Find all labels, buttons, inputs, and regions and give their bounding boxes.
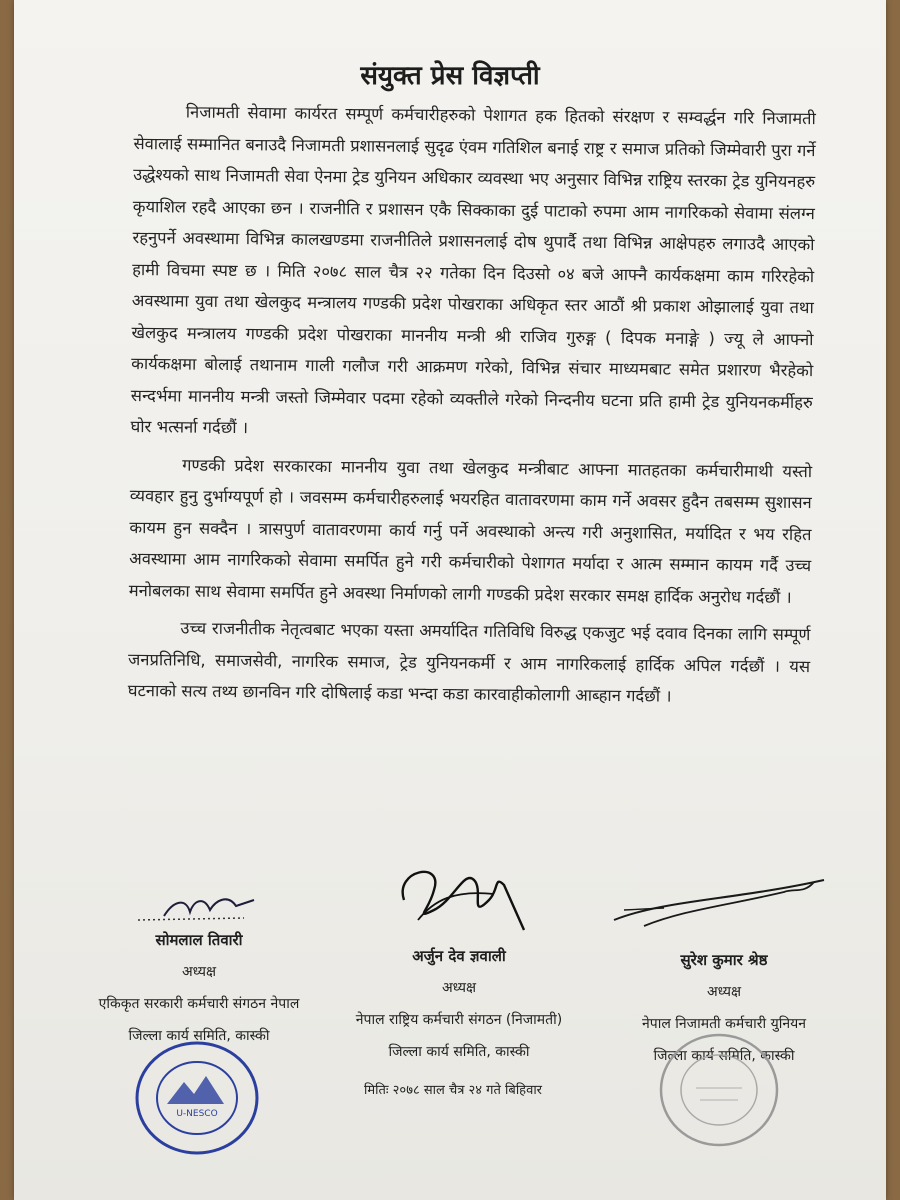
signature-3 bbox=[604, 870, 834, 940]
stamp-inner-text: U-NESCO bbox=[176, 1109, 218, 1119]
signature-1 bbox=[124, 888, 284, 928]
paragraph-1: निजामती सेवामा कार्यरत सम्पूर्ण कर्मचारीहरुको पेशागत हक हितको संरक्षण र सम्वर्द्धन गरि निजामती सेवालाई सम्मानित बनाउदै निजामती प्रशासनलाई सुदृढ एंवम गतिशिल बनाई राष्ट्र र समाज प्रतिको जिम्मेवारी पुरा गर्ने उद्धेश्यको साथ निजामती सेवा ऐनमा ट्रेड युनियन अधिकार व्यवस्था भए अनुसार विभिन्न राष्ट्रिय स्तरका ट्रेड युनियनहरु कृयाशिल रहदै आएका छन । राजनीति र प्रशासन एकै सिक्काका दुई पाटाको रुपमा आम नागरिकको सेवामा संलग्न रहनुपर्ने अवस्थामा विभिन्न कालखण्डमा राजनीतिले प्रशासनलाई दोष थुपार्दै तथा विभिन्न आक्षेपहरु लगाउदै आएको हामी विचमा स्पष्ट छ । मिति २०७८ साल चैत्र २२ गतेका दिन दिउसो ०४ बजे आफ्नै कार्यकक्षमा काम गरिरहेको अवस्थामा युवा तथा खेलकुद मन्त्रालय गण्डकी प्रदेश पोखराका अधिकृत स्तर आठौं श्री प्रकाश ओझालाई युवा तथा खेलकुद मन्त्रालय गण्डकी प्रदेश पोखराका माननीय मन्त्री श्री राजिव गुरुङ्ग ( दिपक मनाङ्गे ) ज्यू ले आफ्नो कार्यकक्षमा बोलाई तथानाम गाली गलौज गरी आक्रमण गरेको, विभिन्न संचार माध्यमबाट समेत प्रशारण भैरहेको सन्दर्भमा माननीय मन्त्री जस्तो जिम्मेवार पदमा रहेको व्यक्तीले गरेको निन्दनीय घटना प्रति हामी ट्रेड युनियनकर्मीहरु घोर भत्सर्ना गर्दछौं । bbox=[130, 102, 816, 438]
signatory-block-2 bbox=[314, 940, 604, 1068]
signatory-office: जिल्ला कार्य समिति, कास्की bbox=[128, 1028, 270, 1044]
press-release-body bbox=[128, 96, 816, 720]
document-paper bbox=[14, 0, 886, 1200]
document-title: संयुक्त प्रेस विज्ञप्ती bbox=[360, 61, 540, 91]
signatory-position: अध्यक्ष bbox=[706, 984, 742, 1000]
signatory-organization: नेपाल राष्ट्रिय कर्मचारी संगठन (निजामती) bbox=[355, 1012, 563, 1028]
document-date: मितिः २०७८ साल चैत्र २४ गते बिहिवार bbox=[364, 1083, 542, 1098]
paragraph-3: उच्च राजनीतीक नेतृत्वबाट भएका यस्ता अमर्यादित गतिविधि विरुद्ध एकजुट भई दवाव दिनका लागि सम्पूर्ण जनप्रतिनिधि, समाजसेवी, नागरिक समाज, ट्रेड युनियनकर्मी र आम नागरिकलाई हार्दिक अपिल गर्दछौं । यस घटनाको सत्य तथ्य छानविन गरि दोषिलाई कडा भन्दा कडा कारवाहीकोलागी आब्हान गर्दछौं । bbox=[127, 618, 811, 706]
organization-stamp-1 bbox=[132, 1038, 262, 1158]
organization-stamp-2 bbox=[654, 1030, 784, 1150]
signatory-name: अर्जुन देव ज्ञवाली bbox=[412, 947, 506, 965]
signatory-position: अध्यक्ष bbox=[441, 980, 477, 996]
signatory-name: सुरेश कुमार श्रेष्ठ bbox=[680, 951, 768, 969]
signatory-organization: एकिकृत सरकारी कर्मचारी संगठन नेपाल bbox=[98, 996, 300, 1012]
signatory-organization: नेपाल निजामती कर्मचारी युनियन bbox=[642, 1016, 806, 1032]
signatory-office: जिल्ला कार्य समिति, कास्की bbox=[653, 1048, 795, 1064]
signatory-office: जिल्ला कार्य समिति, कास्की bbox=[388, 1044, 530, 1060]
paragraph-2: गण्डकी प्रदेश सरकारका माननीय युवा तथा खेलकुद मन्त्रीबाट आफ्ना मातहतका कर्मचारीमाथी यस्तो व्यवहार हुनु दुर्भाग्यपूर्ण हो । जवसम्म कर्मचारीहरुलाई भयरहित वातावरणमा काम गर्ने अवसर हुदैन तबसम्म सुशासन कायम हुन सक्दैन । त्रासपुर्ण वातावरणमा कार्य गर्नु पर्ने अवस्थाको अन्त्य गरी अनुशासित, मर्यादित र भय रहित अवस्थामा आम नागरिकको सेवामा समर्पित हुने गरी कर्मचारीको पेशागत मर्यादा र आत्म सम्मान कायम गर्दै उच्च मनोबलका साथ सेवामा समर्पित हुने अवस्था निर्माणको लागी गण्डकी प्रदेश सरकार समक्ष हार्दिक अनुरोध गर्दछौं । bbox=[128, 455, 813, 607]
signatory-block-1 bbox=[54, 924, 344, 1052]
signature-2 bbox=[374, 850, 554, 940]
signatory-name: सोमलाल तिवारी bbox=[155, 931, 243, 949]
signatory-position: अध्यक्ष bbox=[181, 964, 217, 980]
